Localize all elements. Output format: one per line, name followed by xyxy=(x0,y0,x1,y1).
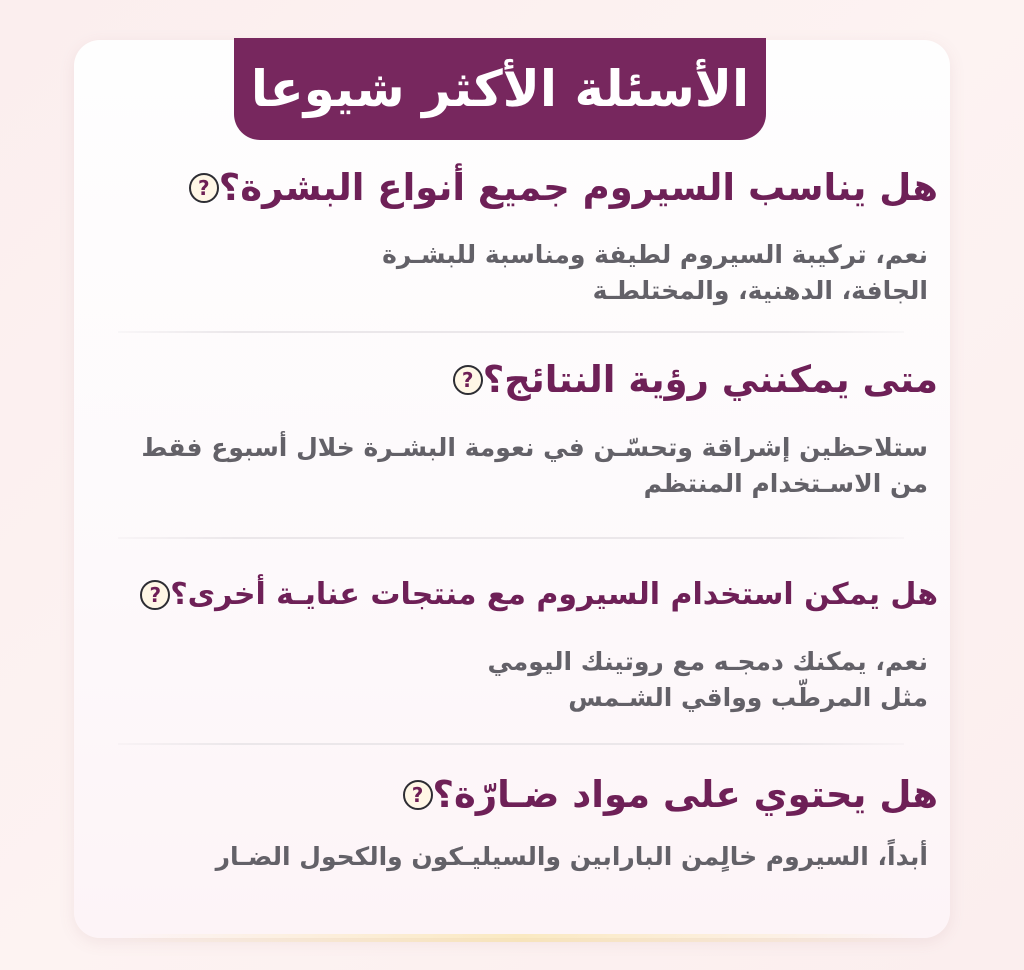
title-banner xyxy=(234,38,766,140)
faq-answer-line: الجافة، الدهنية، والمختلطـة xyxy=(592,276,928,305)
faq-question-3 xyxy=(130,577,938,612)
page-title: الأسئلة الأكثر شيوعا xyxy=(250,60,750,118)
question-mark-icon: ? xyxy=(403,780,433,810)
faq-question-4 xyxy=(393,773,938,816)
faq-answer-line: ستلاحظين إشراقة وتحسّـن في نعومة البشـرة خلال أسبوع فقط xyxy=(141,433,928,462)
faq-answer-4 xyxy=(216,839,928,875)
faq-answer-line: مثل المرطّب وواقي الشـمس xyxy=(568,683,928,712)
faq-answer-3 xyxy=(488,644,929,716)
question-mark-icon: ? xyxy=(189,173,219,203)
faq-question-text: هل يناسب السيروم جميع أنواع البشرة؟ xyxy=(218,166,938,209)
faq-question-1 xyxy=(179,166,938,209)
faq-answer-1 xyxy=(382,237,928,309)
divider xyxy=(118,537,904,539)
divider xyxy=(118,743,904,745)
faq-answer-2 xyxy=(141,430,928,502)
faq-question-text: متى يمكنني رؤية النتائج؟ xyxy=(482,358,938,401)
faq-answer-line: نعم، تركيبة السيروم لطيفة ومناسبة للبشـرة xyxy=(382,240,928,269)
faq-answer-line: نعم، يمكنك دمجـه مع روتينك اليومي xyxy=(487,647,928,676)
faq-question-text: هل يمكن استخدام السيروم مع منتجات عنايـة أخرى؟ xyxy=(170,577,938,612)
question-mark-icon: ? xyxy=(453,365,483,395)
card-bottom-glow xyxy=(120,934,920,942)
faq-question-text: هل يحتوي على مواد ضـارّة؟ xyxy=(432,773,938,816)
divider xyxy=(118,331,904,333)
faq-answer-line: أبداً، السيروم خالٍمن البارابين والسيليـكون والكحول الضـار xyxy=(215,842,928,871)
faq-question-2 xyxy=(443,358,938,401)
faq-answer-line: من الاسـتخدام المنتظم xyxy=(643,469,928,498)
question-mark-icon: ? xyxy=(140,580,170,610)
